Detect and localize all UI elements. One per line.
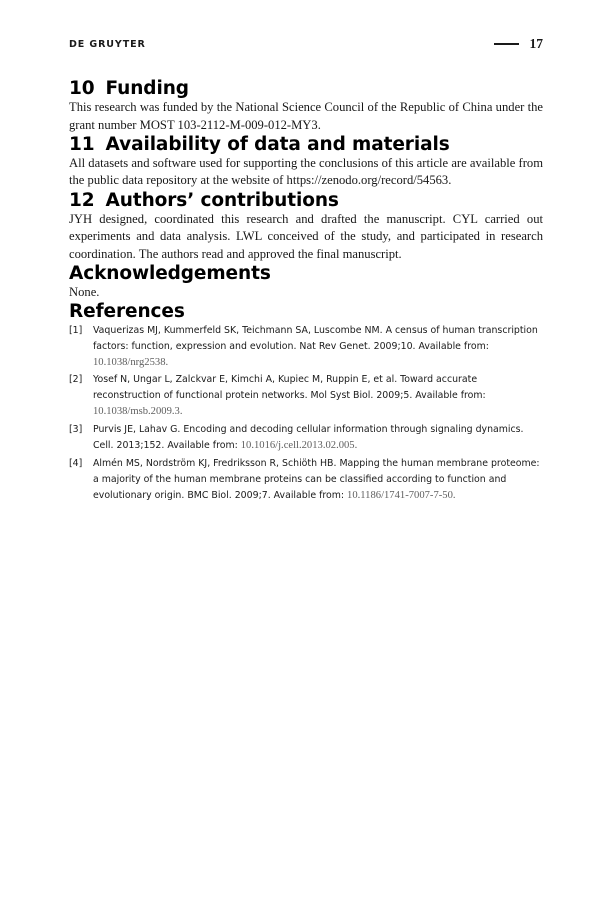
reference-list xyxy=(69,323,543,504)
page-number: 17 xyxy=(529,36,543,51)
section-heading-funding xyxy=(69,78,543,99)
reference-citation: Almén MS, Nordström KJ, Fredriksson R, Schiöth HB. Mapping the human membrane proteome: a majority of the human membrane proteins can be classified according to function and evolutionary origin. BMC Biol. 2009;7. Available from: xyxy=(93,457,540,501)
section-title-text: Availability of data and materials xyxy=(105,133,450,155)
section-title-text: Authors’ contributions xyxy=(105,189,339,211)
section-heading-availability xyxy=(69,134,543,155)
section-body-authors-contributions: JYH designed, coordinated this research and drafted the manuscript. CYL carried out experiments and data analysis. LWL conceived of the study, and participated in research coordination. The authors read and approved the final manuscript. xyxy=(69,211,543,261)
reference-doi-link[interactable]: 10.1016/j.cell.2013.02.005. xyxy=(240,440,358,452)
running-header xyxy=(69,36,543,52)
reference-citation: Purvis JE, Lahav G. Encoding and decoding cellular information through signaling dynamics. Cell. 2013;152. Available from: xyxy=(93,424,524,452)
section-heading-authors-contributions xyxy=(69,190,543,211)
reference-text xyxy=(93,372,543,420)
section-number: 10 xyxy=(69,78,95,99)
reference-marker: [1] xyxy=(69,324,83,336)
reference-doi-link[interactable]: 10.1038/nrg2538. xyxy=(93,356,169,368)
reference-citation: Vaquerizas MJ, Kummerfeld SK, Teichmann SA, Luscombe NM. A census of human transcription factors: function, expression and evolution. Nat Rev Genet. 2009;10. Available from: xyxy=(93,324,538,352)
text-column xyxy=(69,78,543,506)
section-body-funding: This research was funded by the National Science Council of the Republic of China under the grant number MOST 103-2112-M-009-012-MY3. xyxy=(69,100,543,132)
section-heading-references: References xyxy=(69,301,185,323)
section-heading-acknowledgements: Acknowledgements xyxy=(69,262,271,284)
section-body-acknowledgements: None. xyxy=(69,285,100,300)
reference-item xyxy=(69,323,543,371)
reference-item xyxy=(69,372,543,420)
reference-marker: [3] xyxy=(69,424,83,436)
reference-marker: [2] xyxy=(69,374,83,386)
reference-item xyxy=(69,422,543,454)
publisher-brand: DE GRUYTER xyxy=(69,38,146,50)
section-title-text: Funding xyxy=(105,78,189,99)
reference-text xyxy=(93,422,543,454)
reference-text xyxy=(93,323,543,371)
reference-marker: [4] xyxy=(69,457,83,469)
section-body-availability: All datasets and software used for supporting the conclusions of this article are available from the public data repository at the website of https://zenodo.org/record/54563. xyxy=(69,156,543,188)
folio-group xyxy=(494,36,544,52)
reference-doi-link[interactable]: 10.1038/msb.2009.3. xyxy=(93,406,183,418)
reference-item xyxy=(69,456,543,504)
horizontal-rule-icon xyxy=(494,43,519,45)
reference-citation: Yosef N, Ungar L, Zalckvar E, Kimchi A, Kupiec M, Ruppin E, et al. Toward accurate reconstruction of functional protein networks. Mol Syst Biol. 2009;5. Available from: xyxy=(93,374,486,402)
reference-doi-link[interactable]: 10.1186/1741-7007-7-50. xyxy=(347,489,456,501)
section-number: 12 xyxy=(69,189,95,211)
reference-text xyxy=(93,456,543,504)
section-number: 11 xyxy=(69,133,95,155)
